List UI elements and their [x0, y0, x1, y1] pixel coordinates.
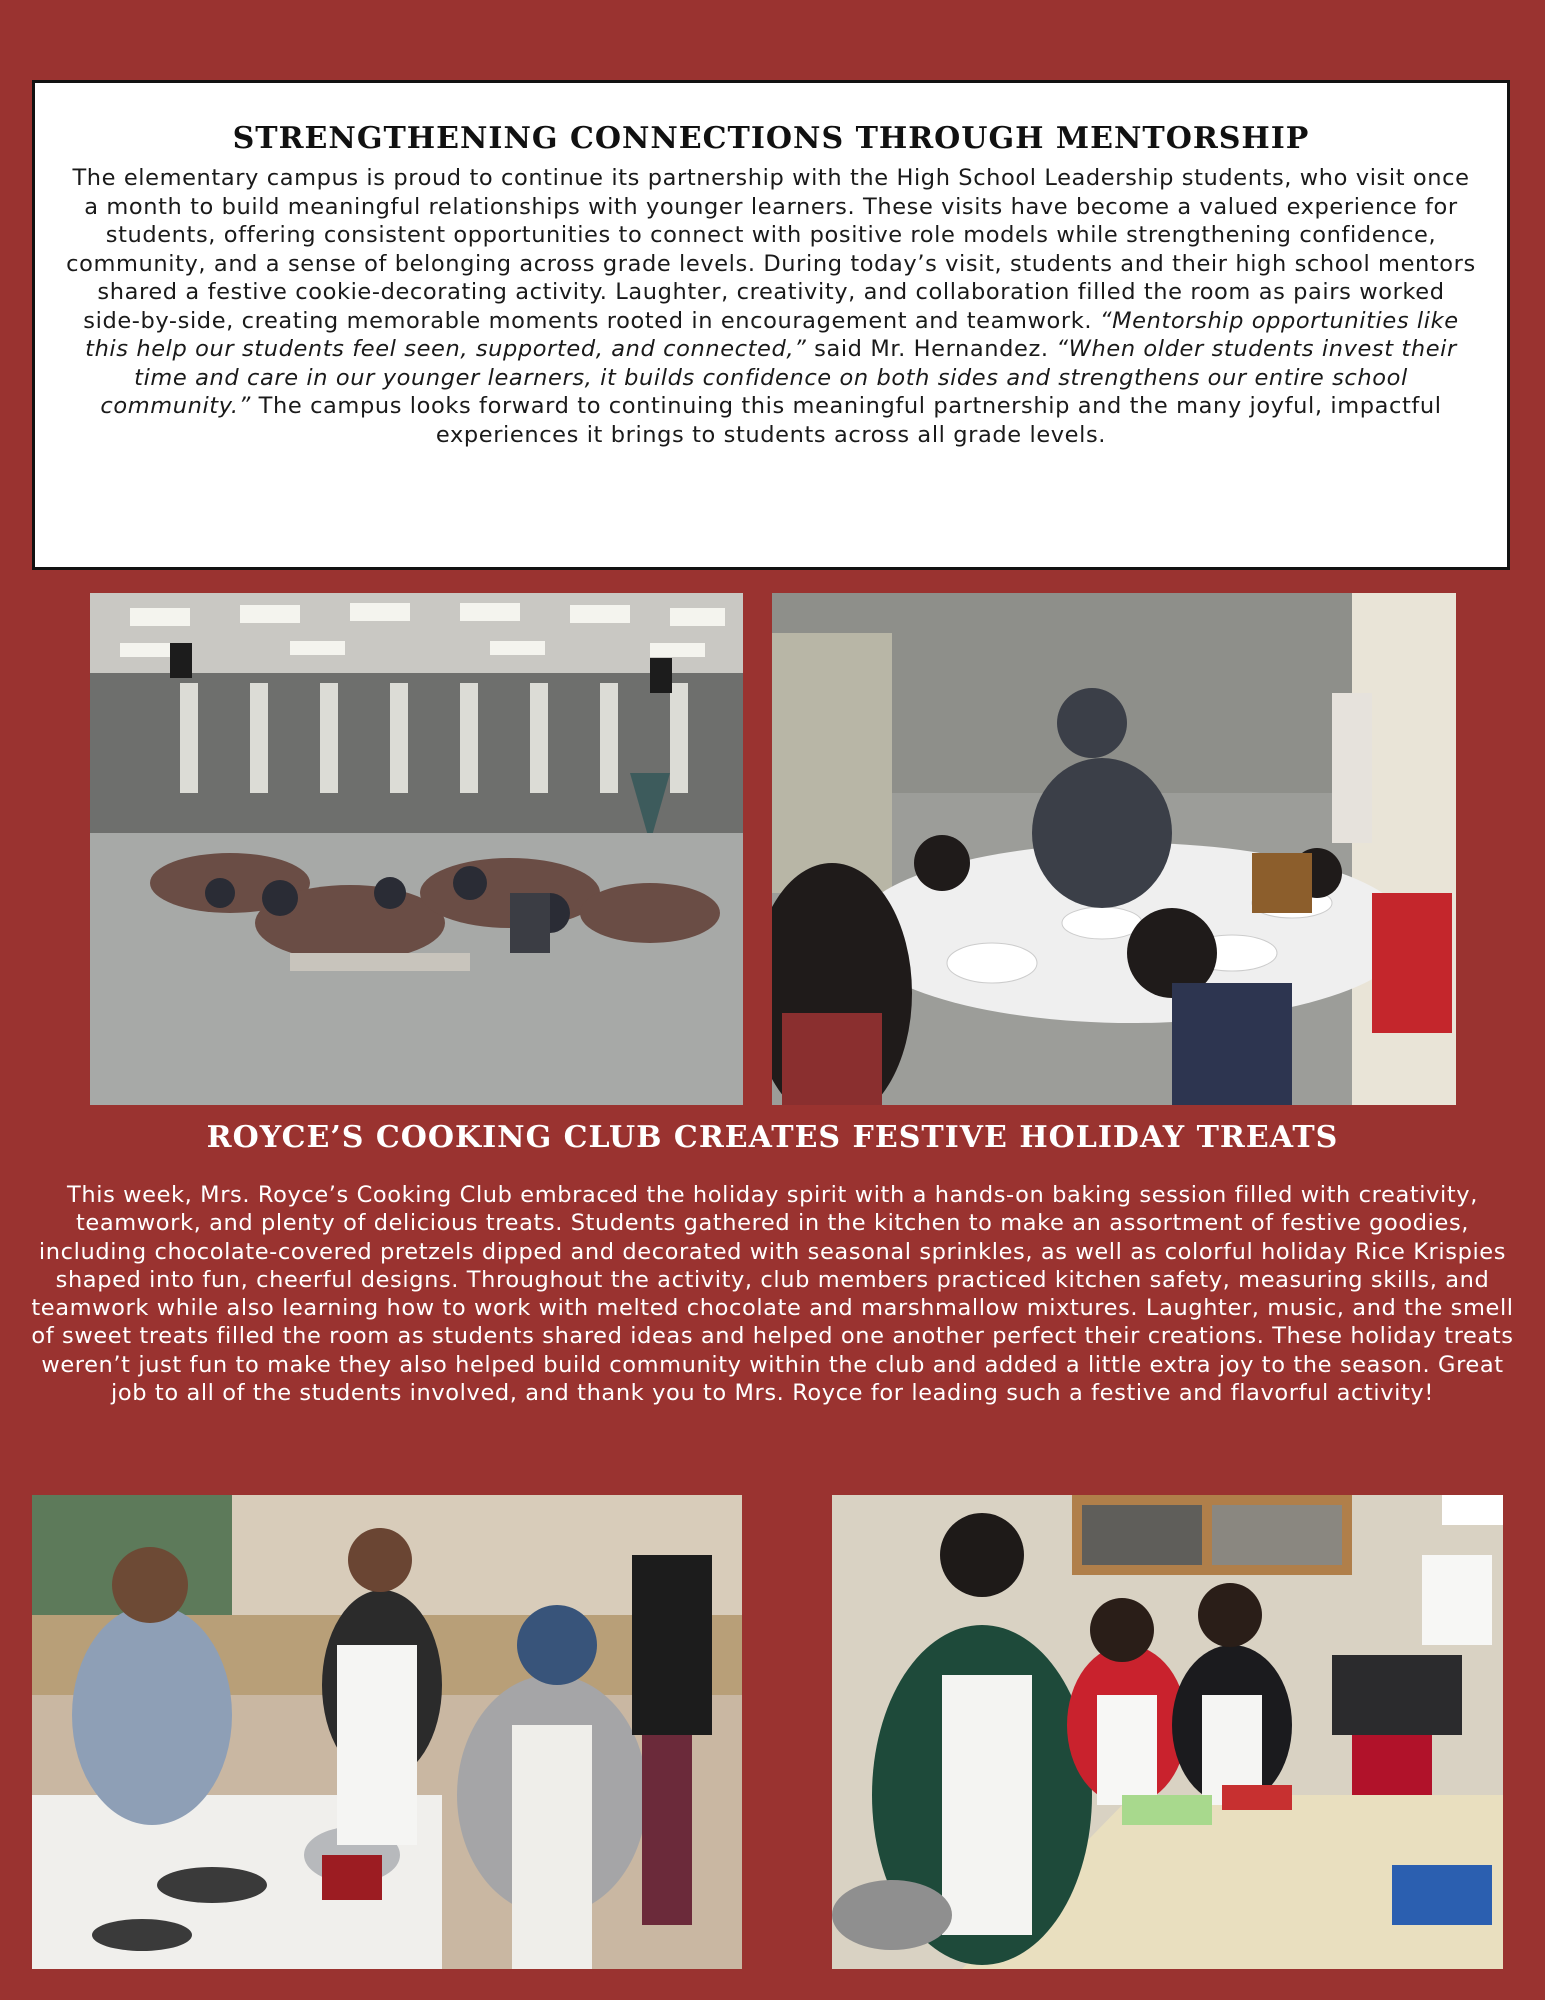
mentorship-quote-1: “Mentorship opportunities like this help our students feel seen, supported, and connected,”	[85, 307, 1459, 362]
cooking-students-photo	[32, 1495, 742, 1969]
mentorship-quote-2: “When older students invest their time and care in our younger learners, it builds confidence on both sides and strengthens our entire school community.”	[100, 336, 1457, 419]
mentorship-title: STRENGTHENING CONNECTIONS THROUGH MENTORSHIP	[232, 121, 1310, 156]
cooking-title: ROYCE’S COOKING CLUB CREATES FESTIVE HOLIDAY TREATS	[206, 1120, 1339, 1155]
cooking-prep-photo	[832, 1495, 1503, 1969]
mentorship-article	[32, 80, 1510, 570]
mentorship-text-1: The elementary campus is proud to continue its partnership with the High School Leadership students, who visit once a month to build meaningful relationships with younger learners. These visits have become a valued experience for students, offering consistent opportunities to connect with positive role models while strengthening confidence, community, and a sense of belonging across grade levels. During today’s visit, students and their high school mentors shared a festive cookie-decorating activity. Laughter, creativity, and collaboration filled the room as pairs worked side-by-side, creating memorable moments rooted in encouragement and teamwork.	[66, 165, 1476, 334]
mentorship-text-2: said Mr. Hernandez.	[814, 336, 1049, 362]
cookie-decorating-photo	[772, 593, 1456, 1105]
mentorship-body	[65, 164, 1477, 449]
cooking-body: This week, Mrs. Royce’s Cooking Club embraced the holiday spirit with a hands-on baking session filled with creativity, teamwork, and plenty of delicious treats. Students gathered in the kitchen to make an assortment of festive goodies, including chocolate-covered pretzels dipped and decorated with seasonal sprinkles, as well as colorful holiday Rice Krispies shaped into fun, cheerful designs. Throughout the activity, club members practiced kitchen safety, measuring skills, and teamwork while also learning how to work with melted chocolate and marshmallow mixtures. Laughter, music, and the smell of sweet treats filled the room as students shared ideas and helped one another perfect their creations. These holiday treats weren’t just fun to make they also helped build community within the club and added a little extra joy to the season. Great job to all of the students involved, and thank you to Mrs. Royce for leading such a festive and flavorful activity!	[31, 1182, 1514, 1407]
cafeteria-photo	[90, 593, 743, 1105]
mentorship-text-3: The campus looks forward to continuing this meaningful partnership and the many joyful, impactful experiences it brings to students across all grade levels.	[258, 393, 1442, 448]
